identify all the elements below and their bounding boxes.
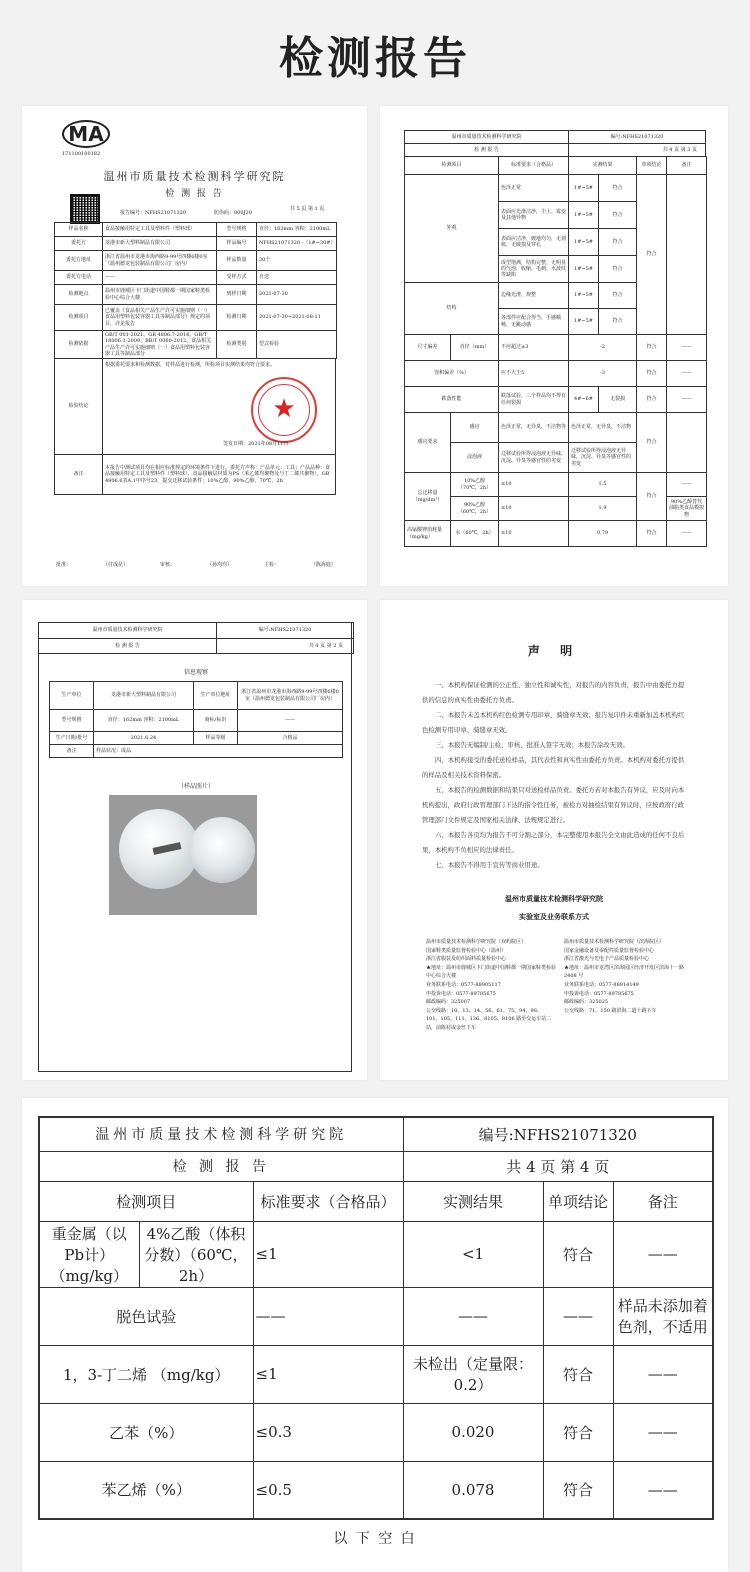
sub-item: 直径（mm） — [451, 335, 499, 361]
page2-header-table — [38, 622, 354, 654]
result: 4#~6# — [569, 387, 599, 413]
field-value: 直径：162mm 容积：2100mL — [257, 223, 337, 237]
item: 高锰酸钾消耗量（mg/kg） — [405, 521, 451, 547]
result-conclusion: 符合 — [599, 309, 637, 335]
result: 色泽正常，无异臭、不洁物 — [569, 413, 637, 443]
requirement: ≤10 — [499, 473, 569, 497]
field-label: 生产日期/批号 — [50, 732, 94, 745]
requirement: ≤0.3 — [253, 1403, 403, 1461]
header-item: 检测项目 — [405, 157, 499, 175]
page-info: 共 4 页 第 4 页 — [403, 1151, 713, 1181]
requirement: 表面应光滑洁净，尘土、霉变及其他异物 — [499, 202, 569, 229]
field-value: 浙江省温州市龙港市海西路9-99号四楼6楼0室（温州德龙包装制品有限公司厂房内） — [238, 682, 343, 710]
contact-line: ★地址：温州市龙湾区滨海园区经济开发区滨海十一路 2408 号 — [564, 964, 685, 980]
field-value: NFHS21071320 -（1#~30#） — [257, 237, 337, 251]
result: 0.79 — [569, 521, 637, 547]
declaration-title: 声 明 — [527, 644, 581, 658]
declaration-item: 六、本报告各页均为报告不可分割之部分，本完整使用本报告全文由此造成的任何不良后果，本机构不负相应的法律责任。 — [422, 831, 685, 854]
info-title: 信息观察 — [183, 669, 208, 676]
contact-line: 公交线路：10、13、14、56、61、75、94、98、101、105、111、136、8105、8106 路至交运车站二站，前陈村或金丝下车 — [426, 1007, 552, 1031]
red-stamp — [251, 377, 317, 443]
field-value: GB/T 001-2021、GB 4806.7-2016、GB/T 18006.1-2009、BB/T 0060-2012、食品相关产品生产许可实施细则（一）食品用塑料包装容器工具等制品部分 — [103, 331, 217, 359]
page2-info-table — [49, 681, 343, 758]
header-conclusion: 单项结论 — [637, 157, 667, 175]
requirement: 表面应洁净，镀地均匀，无划痕，无破损及穿孔 — [499, 229, 569, 256]
field-value: 2021.6.24 — [94, 732, 194, 745]
sign-date: 签发日期：2021年08月11日 — [223, 441, 289, 447]
note: —— — [667, 521, 707, 547]
contact-line: 邮政编码：325007 — [426, 999, 471, 1006]
institute-name: 温州市质量技术检测科学研究院 — [103, 170, 286, 183]
result: 1#~5# — [569, 256, 599, 283]
item: 重金属（以Pb计）（mg/kg） — [39, 1221, 139, 1287]
field-label: 型号规格 — [217, 223, 257, 237]
note — [667, 413, 707, 473]
page-info: 共 4 页 第 2 页 — [217, 639, 354, 654]
result: 1#~5# — [569, 229, 599, 256]
contact-line: 国家鞋类质量监督检验中心（温州） — [426, 947, 507, 954]
contact-line: ★地址：温州市鹿城区卡门街道中国鞋都一期国家鞋类检验中心综合大楼 — [426, 964, 557, 980]
field-label: 样品数量 — [217, 251, 257, 271]
field-label: 委托方 — [55, 237, 103, 251]
anti-fake-code: 防伪码：800J20 — [214, 210, 252, 216]
note: —— — [667, 473, 707, 497]
requirement: ≤10 — [499, 497, 569, 521]
structure-label: 结构 — [405, 283, 499, 335]
remark-label: 备注 — [55, 455, 103, 495]
note: —— — [613, 1221, 713, 1287]
header-item: 检测项目 — [39, 1181, 253, 1221]
result: 迁移试验所得浸泡液无异味，沉淀、异臭等感官性的劣变 — [569, 443, 637, 473]
report-heading: 检 测 报 告 — [39, 1151, 403, 1181]
field-label: 检测地点 — [55, 285, 103, 305]
contact-line: 国家金融设备及零配件质量监督检验中心 — [564, 947, 655, 954]
requirement: ≤1 — [253, 1345, 403, 1403]
remark-label: 备注 — [50, 745, 94, 758]
requirement: 跌落试验，三个样品均不得有任何裂损 — [499, 387, 569, 413]
conclusion-table — [54, 358, 336, 495]
report-heading: 检 测 报 告 — [405, 144, 569, 157]
note: —— — [613, 1345, 713, 1403]
contact-line: 申投诉电话：0577-89785675 — [426, 990, 496, 997]
note: —— — [667, 361, 707, 387]
report-cover-card — [22, 106, 367, 586]
header-note: 备注 — [667, 157, 707, 175]
contact-line: 邮政编码：325025 — [564, 999, 609, 1006]
requirement: ≤0.5 — [253, 1461, 403, 1519]
note: —— — [613, 1403, 713, 1461]
field-value: 温州市鹿城区卡门街道中国鞋都一期国家鞋类检验中心综合大楼 — [103, 285, 217, 305]
contact-title-2: 实验室及业务联系方式 — [519, 912, 589, 921]
result: -2 — [569, 335, 637, 361]
field-label: 生产单位 — [50, 682, 94, 710]
note: 90%乙醇替代油脂类食品模拟物 — [667, 497, 707, 521]
field-value: 合格品 — [238, 732, 343, 745]
result: 1.9 — [569, 497, 637, 521]
declaration-item: 五、本报告的检测数据和结果只对送检样品负责。委托方若对本报告有异议，应及时向本机构提出，政府行政管理部门下达的指令性任务，被检方对抽检结果有异议时，应按政府行政管理部门文件规定及国家相关法律、法规规定进行。 — [422, 786, 685, 824]
field-label: 样品编号 — [217, 237, 257, 251]
result: 0.078 — [403, 1461, 543, 1519]
contact-line: 业务联系电话：0577-88914149 — [564, 981, 639, 988]
requirement: 应不大于5 — [499, 361, 569, 387]
conclusion: 符合 — [637, 413, 667, 473]
note: —— — [667, 335, 707, 361]
field-value: 2021-07-30~2021-08-11 — [257, 305, 337, 331]
contact-line: 业务联系电话：0577-88905117 — [426, 981, 501, 988]
institute-header: 温州市质量技术检测科学研究院 — [405, 131, 569, 144]
result: 1#~5# — [569, 202, 599, 229]
result-conclusion: 符合 — [599, 202, 637, 229]
note: —— — [667, 387, 707, 413]
signatures — [56, 562, 336, 568]
conclusion: 符合 — [543, 1221, 613, 1287]
field-label: 委托方电话 — [55, 271, 103, 285]
field-label: 样品名称 — [55, 223, 103, 237]
field-value: 龙港市新大塑料制品有限公司 — [103, 237, 217, 251]
item: 1，3-丁二烯 （mg/kg） — [39, 1345, 253, 1403]
conclusion: 符合 — [637, 361, 667, 387]
report-page3-card — [380, 106, 728, 586]
institute-header: 温州市质量技术检测科学研究院 — [39, 623, 217, 639]
sub-item: 90%乙醇（60℃，2h） — [451, 497, 499, 521]
field-label: 检测项目 — [55, 305, 103, 331]
contact-line: 浙江省激光与光电子产品质量检验中心 — [564, 956, 650, 963]
header-standard: 标准要求（合格品） — [253, 1181, 403, 1221]
page-info: 共 5 页 第 1 页 — [290, 206, 325, 212]
field-label: 样品等级 — [194, 732, 238, 745]
requirement: —— — [253, 1287, 403, 1345]
reviewer: （孙均均） — [206, 562, 232, 568]
ma-code: 171100100182 — [62, 151, 101, 157]
report-page2-card — [22, 600, 367, 1080]
requirement: ≤1 — [253, 1221, 403, 1287]
field-value: 自送 — [257, 271, 337, 285]
migration-label: 总迁移量（mg/dm²） — [405, 473, 451, 521]
review-label: 审核： — [159, 562, 175, 568]
result: 1#~5# — [569, 175, 599, 202]
sphere-right — [189, 817, 255, 883]
conclusion-label: 检验结论 — [55, 359, 103, 455]
cover-info-table — [54, 222, 337, 359]
field-label: 检测日期 — [217, 305, 257, 331]
sub-item: 4%乙酸（体积分数）（60℃，2h） — [139, 1221, 253, 1287]
result-conclusion: 符合 — [599, 283, 637, 309]
item: 苯乙烯（%） — [39, 1461, 253, 1519]
qr-code-icon — [70, 194, 100, 224]
declaration-item: 一、本机构保证检测的公正性、独立性和诚实性，对报告的内容负责，报告中由委托方提供的信息的真实性由委托方负责。 — [422, 681, 685, 704]
photo-label: （样品照片） — [177, 783, 214, 790]
page-title: 检测报告 — [279, 33, 471, 84]
report-page4-card — [22, 1098, 728, 1572]
declaration-item: 三、本报告无编制/主检、审核、批准人签字无效；本报告涂改无效。 — [435, 741, 629, 749]
item: 尺寸偏差 — [405, 335, 451, 361]
field-label: 型号规格 — [50, 710, 94, 732]
sub-item: 感官 — [451, 413, 499, 443]
requirement: 边缘光滑，规整 — [499, 283, 569, 309]
result-conclusion: 符合 — [599, 256, 637, 283]
sub-item: 10%乙醇（70℃，2h） — [451, 473, 499, 497]
field-label: 商标/标识 — [194, 710, 238, 732]
conclusion: —— — [543, 1287, 613, 1345]
declaration-items — [422, 678, 690, 873]
field-label: 检测类别 — [217, 331, 257, 359]
cover-table — [54, 222, 336, 552]
header-conclusion: 单项结论 — [543, 1181, 613, 1221]
field-value: —— — [238, 710, 343, 732]
contact-line: 申投诉电话：0577-89785675 — [564, 990, 634, 997]
page4-table — [38, 1116, 714, 1520]
field-value: 直径：162mm 容积：2100mL — [94, 710, 194, 732]
field-label: 受样方式 — [217, 271, 257, 285]
header-result: 实测结果 — [569, 157, 637, 175]
note — [667, 175, 707, 335]
result: 1.5 — [569, 473, 637, 497]
result: -3 — [569, 361, 637, 387]
requirement: 不应超过±3 — [499, 335, 569, 361]
field-value: 浙江省温州市龙港市海西路9-99号四楼6楼0室（温州德龙包装制品有限公司厂房内） — [103, 251, 217, 271]
report-heading: 检 测 报 告 — [165, 189, 224, 199]
requirement: 成型饱满，结构完整，无明显的气泡、收缩、毛刺、水波纹等缺陷 — [499, 256, 569, 283]
contact-line: 温州市质量技术检测科学研究院（滨海院区） — [564, 939, 665, 945]
report-number: 报告编号：NFHS21071320 — [120, 210, 187, 216]
approve-label: 批准： — [56, 562, 72, 568]
declaration-card — [380, 600, 728, 1080]
report-heading: 检 测 报 告 — [39, 639, 217, 654]
page3-header-table — [404, 130, 706, 157]
note: 样品未添加着色剂，不适用 — [613, 1287, 713, 1345]
field-label: 生产单位地址 — [194, 682, 238, 710]
header-note: 备注 — [613, 1181, 713, 1221]
sub-item: 浸泡液 — [451, 443, 499, 473]
report-number: 编号:NFHS21071320 — [569, 131, 706, 144]
field-value: 龙港市新大塑料制品有限公司 — [94, 682, 194, 710]
result: 无裂损 — [599, 387, 637, 413]
approver: （付成昆） — [102, 562, 128, 568]
item: 脱色试验 — [39, 1287, 253, 1345]
conclusion: 符合 — [543, 1403, 613, 1461]
contact-title-1: 温州市质量技术检测科学研究院 — [505, 894, 603, 903]
requirement: 迁移试验所得浸泡液无异味，沉淀、异臭等感官性的劣变 — [499, 443, 569, 473]
inspector-label: 主检： — [263, 562, 279, 568]
result: 1#~5# — [569, 283, 599, 309]
conclusion-text: 根据委托要求和检测数据，对样品进行检测，所检项目实测结果均符合要求。 — [105, 362, 276, 368]
report-number: 编号:NFHS21071320 — [403, 1117, 713, 1151]
page3-results-table — [404, 156, 707, 547]
declaration-item: 四、本机构接受的委托送检样品，其代表性和真实性由委托方负责。本机构对委托方提供的样品及相关技术资料保密。 — [422, 756, 685, 779]
remark-text: 本报告中测试项目均在相应标准规定的环境条件下进行。委托方声称：产品单元：工具；产品品种：食品接触用特定工具及塑料件（塑料球），食品接触层材质为PS（苯乙烯均聚物及与丁二烯共聚物），GB 4806.6表A.1中序号23，提交迁移试验条件：10%乙醇，90%乙醇，70℃，2h — [103, 455, 336, 495]
field-value: 型式检验 — [257, 331, 337, 359]
item: 跌落性能 — [405, 387, 499, 413]
requirement: 色泽正常，无异臭、不洁物等 — [499, 413, 569, 443]
conclusion: 符合 — [543, 1461, 613, 1519]
header-result: 实测结果 — [403, 1181, 543, 1221]
contact-line: 浙江省服装及纺织面料质量检验中心 — [426, 956, 507, 963]
institute-header: 温州市质量技术检测科学研究院 — [39, 1117, 403, 1151]
conclusion: 符合 — [543, 1345, 613, 1403]
requirement: 色泽正常 — [499, 175, 569, 202]
contact-line: 公交线路：71、150 路滨海二道十路下车 — [564, 1007, 657, 1014]
declaration-item: 二、本报告未盖本机构红色检测专用印章、骑缝章无效；报告复印件未重新加盖本机构红色检测专用印章、骑缝章无效。 — [422, 711, 685, 734]
item: 容积偏差（%） — [405, 361, 499, 387]
field-value: 食品接触用特定工具及塑料件（塑料球） — [103, 223, 217, 237]
result: 1#~5# — [569, 309, 599, 335]
item: 乙苯（%） — [39, 1403, 253, 1461]
result: 0.020 — [403, 1403, 543, 1461]
requirement: 各部件应配合得当，手感顺畅，无跳动感 — [499, 309, 569, 335]
field-label: 检测依据 — [55, 331, 103, 359]
page-info: 共 4 页 第 3 页 — [569, 144, 706, 157]
field-value: 30个 — [257, 251, 337, 271]
conclusion: 符合 — [637, 387, 667, 413]
report-number: 编号:NFHS21071320 — [217, 623, 354, 639]
inspector: （陈海庭） — [310, 562, 336, 568]
header-standard: 标准要求（合格品） — [499, 157, 569, 175]
field-label: 委托方地址 — [55, 251, 103, 271]
field-value: 已覆盖《食品相关产品生产许可实施细则（一）食品用塑料包装容器工具等制品部分》规定的项目，详见报告 — [103, 305, 217, 331]
field-value: —— — [103, 271, 217, 285]
appearance-label: 外观 — [405, 175, 499, 283]
result: —— — [403, 1287, 543, 1345]
result-conclusion: 符合 — [599, 175, 637, 202]
declaration-item: 七、本报告不得用于宣传等商业用途。 — [435, 861, 544, 869]
right-contact — [564, 938, 694, 1015]
result: 未检出（定量限：0.2） — [403, 1345, 543, 1403]
contact-line: 温州市质量技术检测科学研究院（双屿院区） — [426, 939, 527, 945]
result: <1 — [403, 1221, 543, 1287]
requirement: ≤10 — [499, 521, 569, 547]
sensory-label: 感官要求 — [405, 413, 451, 473]
remark-value: 样品状况：成品 — [94, 745, 343, 758]
field-label: 到样日期 — [217, 285, 257, 305]
note: —— — [613, 1461, 713, 1519]
conclusion: 符合 — [637, 473, 667, 521]
ma-logo: MA — [62, 120, 110, 148]
result-conclusion: 符合 — [599, 229, 637, 256]
stamp-star-icon: ★ — [272, 394, 296, 424]
sub-item: 水（60℃，2h） — [451, 521, 499, 547]
sample-photo — [109, 795, 257, 915]
end-note: 以 下 空 白 — [333, 1531, 417, 1547]
conclusion: 符合 — [637, 521, 667, 547]
left-contact — [426, 938, 556, 1033]
conclusion: 符合 — [637, 175, 667, 335]
field-value: 2021-07-30 — [257, 285, 337, 305]
conclusion: 符合 — [637, 335, 667, 361]
